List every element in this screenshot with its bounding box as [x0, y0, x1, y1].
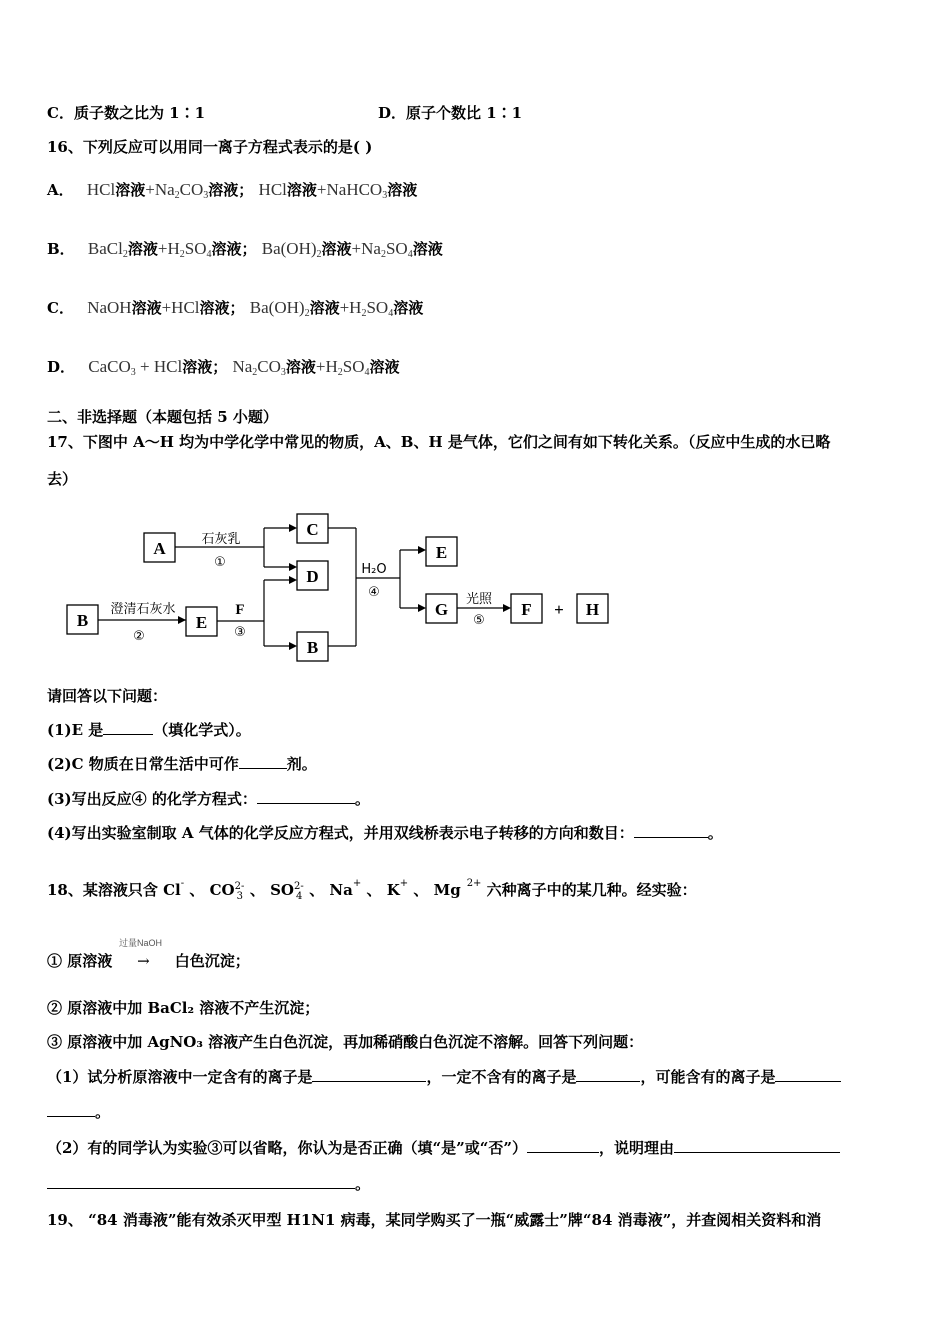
- ion-na: Na+: [329, 878, 362, 899]
- node-f-label: F: [521, 600, 532, 619]
- answer-blank[interactable]: [257, 789, 355, 804]
- reaction-2-number: ②: [133, 629, 145, 644]
- q19-stem: 19、 “84 消毒液”能有效杀灭甲型 H1N1 病毒，某同学购买了一瓶“威露士”牌“84 消毒液”，并查阅相关资料和消: [47, 1211, 822, 1229]
- q18-part2-cont: 。: [47, 1174, 370, 1194]
- q16-stem: 16、下列反应可以用同一离子方程式表示的是( ): [47, 138, 373, 156]
- answer-blank[interactable]: [103, 720, 153, 735]
- q16-option-b: B． BaCl$_2$溶液$+H_2SO_4$溶液； $Ba(OH)_2$溶液$+Na_2SO_4$溶液: [47, 239, 443, 260]
- q18-exp3: ③ 原溶液中加 AgNO₃ 溶液产生白色沉淀，再加稀硝酸白色沉淀不溶解。回答下列问题：: [47, 1033, 644, 1051]
- answer-blank[interactable]: [239, 754, 287, 769]
- reaction-1-condition: 石灰乳: [201, 532, 241, 547]
- q16-option-a: A． HCl溶液$+Na_2CO_3$溶液； HCl溶液+NaHCO$_3$溶液: [47, 180, 418, 201]
- reaction-4-condition: H₂O: [361, 562, 387, 577]
- q18-exp2: ② 原溶液中加 BaCl₂ 溶液不产生沉淀；: [47, 999, 320, 1017]
- answer-blank[interactable]: [527, 1138, 599, 1153]
- section-heading: 二、非选择题（本题包括 5 小题）: [47, 408, 278, 426]
- node-e-right-label: E: [435, 543, 448, 562]
- answer-blank[interactable]: [47, 1174, 355, 1189]
- answer-blank[interactable]: [634, 823, 708, 838]
- plus-sign: +: [554, 600, 564, 619]
- q18-exp1: ① 原溶液 → 白色沉淀；: [47, 952, 250, 970]
- reaction-1-number: ①: [214, 555, 226, 570]
- ion-mg: Mg $^{2+}$: [433, 878, 482, 899]
- reaction-5-condition: 光照: [465, 592, 493, 607]
- q17-prompt: 请回答以下问题：: [47, 687, 168, 705]
- node-b-left-label: B: [76, 611, 89, 630]
- q17-stem-line2: 去）: [47, 470, 78, 488]
- q18-stem: 18、某溶液只含 Cl- 、 CO 2- 3 、 SO 2- 4 、 Na+ 、 K+ 、 Mg $^{2+}$ 六种离子中的某几种。经实验：: [47, 878, 697, 902]
- answer-blank[interactable]: [674, 1138, 840, 1153]
- q17-part3: (3)写出反应④ 的化学方程式： 。: [47, 790, 370, 808]
- q16-option-c: C． NaOH溶液+HCl溶液； $Ba(OH)_2$溶液$+H_2SO_4$溶液: [47, 298, 424, 319]
- reaction-4-number: ④: [368, 585, 380, 600]
- q15-option-d: D．原子个数比 1∶1: [378, 104, 523, 122]
- ion-k: K+: [386, 878, 409, 899]
- q18-part1-cont: 。: [47, 1102, 110, 1122]
- node-a-label: A: [153, 539, 166, 558]
- q17-part2: (2)C 物质在日常生活中可作 剂。: [47, 755, 317, 773]
- q16-option-d: D． CaCO$_3$ + HCl溶液； $Na_2CO_3$溶液$+H_2SO_4$溶液: [47, 357, 400, 378]
- reaction-5-number: ⑤: [473, 613, 485, 628]
- q18-part1: （1）试分析原溶液中一定含有的离子是 ，一定不含有的离子是 ，可能含有的离子是: [47, 1067, 841, 1087]
- ion-co3: CO 2- 3: [209, 881, 245, 902]
- q17-stem-line1: 17、下图中 A～H 均为中学化学中常见的物质，A、B、H 是气体，它们之间有如下转化关系。（反应中生成的水已略: [47, 433, 831, 451]
- node-g-label: G: [434, 600, 449, 619]
- node-e-mid-label: E: [195, 613, 208, 632]
- q18-part2: （2）有的同学认为实验③可以省略，你认为是否正确（填“是”或“否”） ，说明理由: [47, 1138, 840, 1158]
- exp1-reagent: 过量NaOH: [119, 938, 163, 948]
- answer-blank[interactable]: [576, 1067, 640, 1082]
- reaction-2-condition: 澄清石灰水: [110, 602, 176, 617]
- q17-part4: (4)写出实验室制取 A 气体的化学反应方程式，并用双线桥表示电子转移的方向和数目： 。: [47, 824, 723, 842]
- q15-option-c: C．质子数之比为 1∶1: [47, 104, 206, 122]
- reaction-3-condition: F: [235, 602, 245, 618]
- q17-part1: (1)E 是 （填化学式）。: [47, 721, 251, 739]
- ion-cl: Cl-: [163, 878, 185, 899]
- node-c-label: C: [306, 520, 319, 539]
- node-d-label: D: [306, 567, 319, 586]
- answer-blank[interactable]: [47, 1102, 95, 1117]
- ion-so4: SO 2- 4: [270, 881, 304, 902]
- answer-blank[interactable]: [775, 1067, 841, 1082]
- reaction-3-number: ③: [234, 625, 246, 640]
- node-b-low-label: B: [306, 638, 319, 657]
- node-h-label: H: [585, 600, 600, 619]
- answer-blank[interactable]: [312, 1067, 426, 1082]
